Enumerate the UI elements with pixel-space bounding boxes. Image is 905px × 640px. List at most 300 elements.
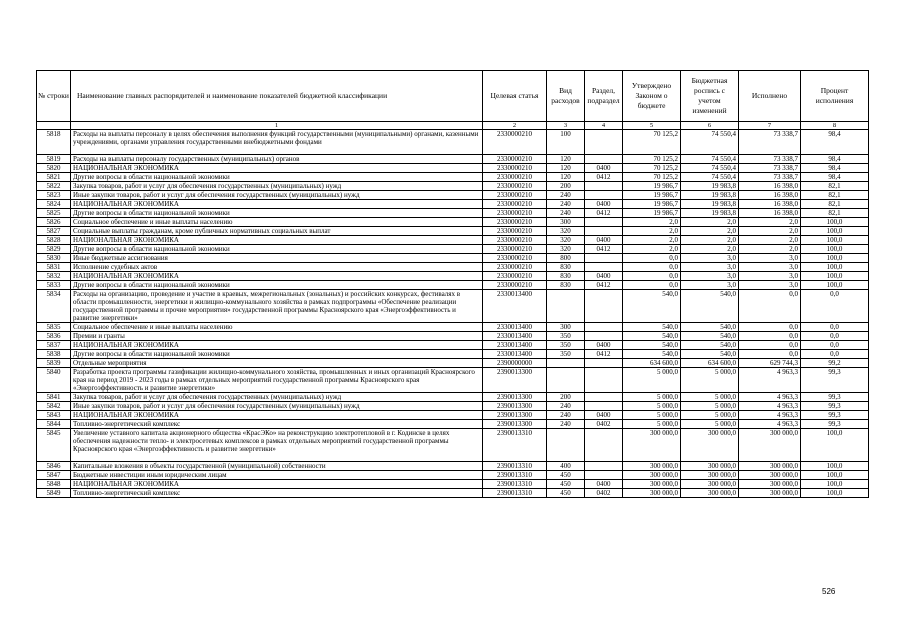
row-expense-type: 400 xyxy=(547,462,585,471)
row-number: 5833 xyxy=(37,281,71,290)
row-target-article: 2390013300 xyxy=(483,420,547,429)
row-percent: 100,0 xyxy=(801,480,869,489)
row-section: 0400 xyxy=(585,341,623,350)
row-name: НАЦИОНАЛЬНАЯ ЭКОНОМИКА xyxy=(71,411,483,420)
table-row xyxy=(37,236,869,245)
row-name: Социальное обеспечение и иные выплаты населению xyxy=(71,218,483,227)
column-number: 3 xyxy=(547,122,585,130)
row-approved: 5 000,0 xyxy=(623,411,681,420)
row-percent: 100,0 xyxy=(801,272,869,281)
row-budget-schedule: 540,0 xyxy=(681,332,739,341)
column-number: 1 xyxy=(71,122,483,130)
row-section xyxy=(585,359,623,368)
row-section: 0412 xyxy=(585,209,623,218)
budget-table-container xyxy=(36,70,868,498)
row-percent: 100,0 xyxy=(801,429,869,462)
row-section xyxy=(585,471,623,480)
table-row xyxy=(37,191,869,200)
row-percent: 99,3 xyxy=(801,402,869,411)
table-row xyxy=(37,200,869,209)
row-executed: 4 963,3 xyxy=(739,393,801,402)
table-row xyxy=(37,368,869,393)
row-approved: 300 000,0 xyxy=(623,471,681,480)
table-row xyxy=(37,393,869,402)
row-approved: 70 125,2 xyxy=(623,130,681,155)
table-row xyxy=(37,359,869,368)
row-number: 5828 xyxy=(37,236,71,245)
row-percent: 0,0 xyxy=(801,323,869,332)
row-target-article: 2390013310 xyxy=(483,462,547,471)
column-number: 8 xyxy=(801,122,869,130)
row-percent: 100,0 xyxy=(801,254,869,263)
row-section: 0400 xyxy=(585,236,623,245)
row-approved: 5 000,0 xyxy=(623,420,681,429)
row-target-article: 2330000210 xyxy=(483,227,547,236)
column-number: 2 xyxy=(483,122,547,130)
row-expense-type: 200 xyxy=(547,393,585,402)
row-approved: 5 000,0 xyxy=(623,368,681,393)
row-executed: 73 338,7 xyxy=(739,130,801,155)
row-target-article: 2390013310 xyxy=(483,480,547,489)
row-name: Исполнение судебных актов xyxy=(71,263,483,272)
row-number: 5847 xyxy=(37,471,71,480)
table-row xyxy=(37,429,869,462)
table-row xyxy=(37,462,869,471)
row-expense-type: 120 xyxy=(547,173,585,182)
row-section xyxy=(585,254,623,263)
row-number: 5829 xyxy=(37,245,71,254)
row-executed: 2,0 xyxy=(739,218,801,227)
row-budget-schedule: 634 600,0 xyxy=(681,359,739,368)
row-executed: 73 338,7 xyxy=(739,164,801,173)
row-percent: 99,2 xyxy=(801,359,869,368)
row-budget-schedule: 19 983,8 xyxy=(681,191,739,200)
row-budget-schedule: 300 000,0 xyxy=(681,429,739,462)
row-percent: 0,0 xyxy=(801,290,869,323)
row-section xyxy=(585,323,623,332)
row-target-article: 2330000210 xyxy=(483,272,547,281)
row-section: 0412 xyxy=(585,245,623,254)
row-expense-type: 320 xyxy=(547,227,585,236)
row-name: НАЦИОНАЛЬНАЯ ЭКОНОМИКА xyxy=(71,236,483,245)
row-number: 5849 xyxy=(37,489,71,498)
row-executed: 16 398,0 xyxy=(739,200,801,209)
row-name: Бюджетные инвестиции иным юридическим лицам xyxy=(71,471,483,480)
row-section xyxy=(585,402,623,411)
row-target-article: 2330000210 xyxy=(483,191,547,200)
row-budget-schedule: 2,0 xyxy=(681,236,739,245)
header-budget-schedule: Бюджетная роспись с учетом изменений xyxy=(681,71,739,122)
row-target-article: 2390013300 xyxy=(483,402,547,411)
row-expense-type xyxy=(547,290,585,323)
row-percent: 100,0 xyxy=(801,281,869,290)
row-section xyxy=(585,290,623,323)
table-row xyxy=(37,272,869,281)
table-header-row xyxy=(37,71,869,122)
row-budget-schedule: 5 000,0 xyxy=(681,411,739,420)
row-name: НАЦИОНАЛЬНАЯ ЭКОНОМИКА xyxy=(71,200,483,209)
row-section: 0412 xyxy=(585,350,623,359)
row-expense-type: 450 xyxy=(547,471,585,480)
row-executed: 4 963,3 xyxy=(739,368,801,393)
row-budget-schedule: 300 000,0 xyxy=(681,489,739,498)
row-approved: 5 000,0 xyxy=(623,393,681,402)
row-number: 5844 xyxy=(37,420,71,429)
row-approved: 300 000,0 xyxy=(623,462,681,471)
row-section xyxy=(585,462,623,471)
row-budget-schedule: 5 000,0 xyxy=(681,368,739,393)
row-percent: 100,0 xyxy=(801,471,869,480)
row-name: Другие вопросы в области национальной экономики xyxy=(71,281,483,290)
row-approved: 540,0 xyxy=(623,341,681,350)
budget-execution-table xyxy=(36,70,869,498)
row-target-article: 2330000210 xyxy=(483,281,547,290)
row-expense-type: 240 xyxy=(547,200,585,209)
row-percent: 100,0 xyxy=(801,263,869,272)
table-row xyxy=(37,130,869,155)
row-target-article: 2330013400 xyxy=(483,332,547,341)
row-expense-type: 100 xyxy=(547,130,585,155)
row-expense-type: 120 xyxy=(547,164,585,173)
row-number: 5820 xyxy=(37,164,71,173)
column-number-row xyxy=(37,122,869,130)
row-executed: 3,0 xyxy=(739,281,801,290)
row-number: 5824 xyxy=(37,200,71,209)
row-executed: 2,0 xyxy=(739,236,801,245)
row-approved: 300 000,0 xyxy=(623,489,681,498)
table-row xyxy=(37,341,869,350)
page-number: 526 xyxy=(822,587,836,596)
row-executed: 73 338,7 xyxy=(739,155,801,164)
row-executed: 3,0 xyxy=(739,272,801,281)
row-budget-schedule: 2,0 xyxy=(681,227,739,236)
row-percent: 100,0 xyxy=(801,227,869,236)
row-budget-schedule: 19 983,8 xyxy=(681,200,739,209)
row-expense-type: 200 xyxy=(547,182,585,191)
row-budget-schedule: 74 550,4 xyxy=(681,164,739,173)
table-row xyxy=(37,290,869,323)
row-approved: 70 125,2 xyxy=(623,155,681,164)
row-percent: 100,0 xyxy=(801,245,869,254)
row-expense-type: 350 xyxy=(547,350,585,359)
header-executed: Исполнено xyxy=(739,71,801,122)
row-percent: 99,3 xyxy=(801,368,869,393)
table-row xyxy=(37,350,869,359)
row-number: 5825 xyxy=(37,209,71,218)
row-section xyxy=(585,182,623,191)
row-executed: 300 000,0 xyxy=(739,462,801,471)
row-name: Закупка товаров, работ и услуг для обеспечения государственных (муниципальных) нужд xyxy=(71,393,483,402)
row-expense-type: 450 xyxy=(547,489,585,498)
row-target-article: 2330000210 xyxy=(483,236,547,245)
row-executed: 4 963,3 xyxy=(739,411,801,420)
row-number: 5837 xyxy=(37,341,71,350)
table-row xyxy=(37,471,869,480)
row-percent: 82,1 xyxy=(801,182,869,191)
row-number: 5823 xyxy=(37,191,71,200)
row-executed: 300 000,0 xyxy=(739,429,801,462)
column-number: 7 xyxy=(739,122,801,130)
table-row xyxy=(37,489,869,498)
row-executed: 16 398,0 xyxy=(739,191,801,200)
row-target-article: 2330013400 xyxy=(483,350,547,359)
row-section xyxy=(585,393,623,402)
row-percent: 82,1 xyxy=(801,209,869,218)
row-approved: 300 000,0 xyxy=(623,429,681,462)
column-number xyxy=(37,122,71,130)
row-name: Другие вопросы в области национальной экономики xyxy=(71,350,483,359)
row-percent: 82,1 xyxy=(801,200,869,209)
row-executed: 0,0 xyxy=(739,341,801,350)
row-approved: 2,0 xyxy=(623,227,681,236)
row-approved: 300 000,0 xyxy=(623,480,681,489)
table-row xyxy=(37,182,869,191)
table-row xyxy=(37,209,869,218)
header-name: Наименование главных распорядителей и наименование показателей бюджетной классификации xyxy=(71,71,483,122)
row-approved: 0,0 xyxy=(623,272,681,281)
table-row xyxy=(37,480,869,489)
row-expense-type: 120 xyxy=(547,155,585,164)
row-section: 0400 xyxy=(585,480,623,489)
row-budget-schedule: 540,0 xyxy=(681,290,739,323)
row-target-article: 2330000210 xyxy=(483,254,547,263)
row-percent: 0,0 xyxy=(801,350,869,359)
row-budget-schedule: 19 983,8 xyxy=(681,209,739,218)
row-executed: 4 963,3 xyxy=(739,402,801,411)
row-budget-schedule: 5 000,0 xyxy=(681,420,739,429)
row-name: Расходы на выплаты персоналу государственных (муниципальных) органов xyxy=(71,155,483,164)
row-section xyxy=(585,155,623,164)
row-number: 5827 xyxy=(37,227,71,236)
row-target-article: 2330000210 xyxy=(483,182,547,191)
row-number: 5839 xyxy=(37,359,71,368)
row-approved: 19 986,7 xyxy=(623,191,681,200)
table-row xyxy=(37,402,869,411)
row-section: 0400 xyxy=(585,200,623,209)
row-name: Топливно-энергетический комплекс xyxy=(71,420,483,429)
row-budget-schedule: 300 000,0 xyxy=(681,471,739,480)
row-number: 5821 xyxy=(37,173,71,182)
row-budget-schedule: 540,0 xyxy=(681,341,739,350)
row-percent: 98,4 xyxy=(801,173,869,182)
row-section xyxy=(585,130,623,155)
table-row xyxy=(37,227,869,236)
row-expense-type: 450 xyxy=(547,480,585,489)
row-expense-type: 240 xyxy=(547,191,585,200)
row-expense-type: 320 xyxy=(547,236,585,245)
row-name: Социальные выплаты гражданам, кроме публичных нормативных социальных выплат xyxy=(71,227,483,236)
row-target-article: 2390013310 xyxy=(483,471,547,480)
row-approved: 540,0 xyxy=(623,332,681,341)
row-number: 5846 xyxy=(37,462,71,471)
row-expense-type xyxy=(547,359,585,368)
row-number: 5843 xyxy=(37,411,71,420)
row-number: 5819 xyxy=(37,155,71,164)
row-executed: 0,0 xyxy=(739,323,801,332)
row-section: 0400 xyxy=(585,272,623,281)
row-percent: 0,0 xyxy=(801,341,869,350)
table-row xyxy=(37,411,869,420)
row-name: Закупка товаров, работ и услуг для обеспечения государственных (муниципальных) нужд xyxy=(71,182,483,191)
row-budget-schedule: 300 000,0 xyxy=(681,462,739,471)
row-percent: 82,1 xyxy=(801,191,869,200)
row-section xyxy=(585,263,623,272)
row-executed: 4 963,3 xyxy=(739,420,801,429)
row-expense-type: 240 xyxy=(547,420,585,429)
row-budget-schedule: 5 000,0 xyxy=(681,402,739,411)
row-name: НАЦИОНАЛЬНАЯ ЭКОНОМИКА xyxy=(71,341,483,350)
row-executed: 300 000,0 xyxy=(739,489,801,498)
row-number: 5830 xyxy=(37,254,71,263)
row-percent: 99,3 xyxy=(801,393,869,402)
row-expense-type: 300 xyxy=(547,323,585,332)
table-row xyxy=(37,245,869,254)
row-name: Топливно-энергетический комплекс xyxy=(71,489,483,498)
row-target-article: 2330000210 xyxy=(483,245,547,254)
row-approved: 19 986,7 xyxy=(623,209,681,218)
row-target-article: 2330000210 xyxy=(483,263,547,272)
row-approved: 0,0 xyxy=(623,263,681,272)
column-number: 5 xyxy=(623,122,681,130)
table-row xyxy=(37,281,869,290)
row-target-article: 2390013310 xyxy=(483,429,547,462)
row-budget-schedule: 3,0 xyxy=(681,272,739,281)
row-number: 5826 xyxy=(37,218,71,227)
row-section xyxy=(585,368,623,393)
row-percent: 0,0 xyxy=(801,332,869,341)
header-percent: Процент исполнения xyxy=(801,71,869,122)
row-executed: 3,0 xyxy=(739,263,801,272)
row-target-article: 2330013400 xyxy=(483,290,547,323)
row-target-article: 2330000210 xyxy=(483,164,547,173)
row-name: Капитальные вложения в объекты государственной (муниципальной) собственности xyxy=(71,462,483,471)
row-approved: 2,0 xyxy=(623,236,681,245)
row-budget-schedule: 540,0 xyxy=(681,350,739,359)
row-approved: 540,0 xyxy=(623,290,681,323)
row-name: Премии и гранты xyxy=(71,332,483,341)
row-name: НАЦИОНАЛЬНАЯ ЭКОНОМИКА xyxy=(71,480,483,489)
row-executed: 2,0 xyxy=(739,227,801,236)
row-name: НАЦИОНАЛЬНАЯ ЭКОНОМИКА xyxy=(71,272,483,281)
row-target-article: 2330000210 xyxy=(483,218,547,227)
row-budget-schedule: 74 550,4 xyxy=(681,173,739,182)
row-budget-schedule: 5 000,0 xyxy=(681,393,739,402)
header-type: Вид расходов xyxy=(547,71,585,122)
row-executed: 16 398,0 xyxy=(739,209,801,218)
row-number: 5842 xyxy=(37,402,71,411)
row-target-article: 2330000210 xyxy=(483,173,547,182)
row-expense-type: 830 xyxy=(547,281,585,290)
row-target-article: 2390000000 xyxy=(483,359,547,368)
row-name: Отдельные мероприятия xyxy=(71,359,483,368)
row-expense-type: 800 xyxy=(547,254,585,263)
row-target-article: 2390013300 xyxy=(483,411,547,420)
row-section xyxy=(585,227,623,236)
column-number: 6 xyxy=(681,122,739,130)
row-expense-type: 830 xyxy=(547,263,585,272)
row-budget-schedule: 74 550,4 xyxy=(681,155,739,164)
row-expense-type: 240 xyxy=(547,209,585,218)
row-name: НАЦИОНАЛЬНАЯ ЭКОНОМИКА xyxy=(71,164,483,173)
row-executed: 300 000,0 xyxy=(739,480,801,489)
table-row xyxy=(37,332,869,341)
row-percent: 100,0 xyxy=(801,236,869,245)
row-section xyxy=(585,429,623,462)
row-approved: 70 125,2 xyxy=(623,164,681,173)
row-executed: 16 398,0 xyxy=(739,182,801,191)
row-budget-schedule: 2,0 xyxy=(681,218,739,227)
header-approved: Утверждено Законом о бюджете xyxy=(623,71,681,122)
row-section: 0412 xyxy=(585,173,623,182)
row-number: 5818 xyxy=(37,130,71,155)
row-target-article: 2390013310 xyxy=(483,489,547,498)
row-section xyxy=(585,191,623,200)
row-executed: 2,0 xyxy=(739,245,801,254)
row-section: 0402 xyxy=(585,489,623,498)
row-approved: 0,0 xyxy=(623,281,681,290)
row-approved: 2,0 xyxy=(623,245,681,254)
row-section: 0400 xyxy=(585,164,623,173)
row-percent: 100,0 xyxy=(801,462,869,471)
row-executed: 73 338,7 xyxy=(739,173,801,182)
table-row xyxy=(37,263,869,272)
row-budget-schedule: 300 000,0 xyxy=(681,480,739,489)
table-row xyxy=(37,164,869,173)
row-section xyxy=(585,332,623,341)
header-target: Целевая статья xyxy=(483,71,547,122)
row-approved: 19 986,7 xyxy=(623,200,681,209)
table-row xyxy=(37,420,869,429)
row-approved: 634 600,0 xyxy=(623,359,681,368)
row-name: Расходы на выплаты персоналу в целях обеспечения выполнения функций государственными (муниципальными) органами, казенными учреждениями, органами управления государственными внебюджетными фондами xyxy=(71,130,483,155)
row-number: 5840 xyxy=(37,368,71,393)
row-section xyxy=(585,218,623,227)
row-target-article: 2390013300 xyxy=(483,368,547,393)
row-budget-schedule: 3,0 xyxy=(681,263,739,272)
row-number: 5836 xyxy=(37,332,71,341)
row-number: 5848 xyxy=(37,480,71,489)
row-number: 5838 xyxy=(37,350,71,359)
row-target-article: 2330000210 xyxy=(483,130,547,155)
row-percent: 100,0 xyxy=(801,218,869,227)
row-approved: 0,0 xyxy=(623,254,681,263)
row-section: 0412 xyxy=(585,281,623,290)
row-expense-type xyxy=(547,368,585,393)
table-row xyxy=(37,173,869,182)
row-approved: 70 125,2 xyxy=(623,173,681,182)
row-expense-type: 350 xyxy=(547,332,585,341)
table-row xyxy=(37,323,869,332)
row-name: Иные бюджетные ассигнования xyxy=(71,254,483,263)
row-number: 5845 xyxy=(37,429,71,462)
row-executed: 3,0 xyxy=(739,254,801,263)
row-expense-type: 350 xyxy=(547,341,585,350)
header-rownum: № строки xyxy=(37,71,71,122)
row-number: 5832 xyxy=(37,272,71,281)
row-percent: 98,4 xyxy=(801,130,869,155)
row-executed: 0,0 xyxy=(739,350,801,359)
row-budget-schedule: 3,0 xyxy=(681,281,739,290)
row-expense-type: 240 xyxy=(547,411,585,420)
row-expense-type: 300 xyxy=(547,218,585,227)
row-target-article: 2330000210 xyxy=(483,209,547,218)
row-section: 0402 xyxy=(585,420,623,429)
row-expense-type xyxy=(547,429,585,462)
row-name: Расходы на организацию, проведение и участие в краевых, межрегиональных (зональных) и российских конкурсах, фестивалях в области промышленности, энергетики и жилищно-коммунального хозяйства в рамках подпрограммы «Обеспечение реализации государственной программы и прочие мероприятия» государственной программы Красноярского края «Энергоэффективность и развитие энергетики» xyxy=(71,290,483,323)
row-approved: 5 000,0 xyxy=(623,402,681,411)
row-budget-schedule: 74 550,4 xyxy=(681,130,739,155)
row-executed: 629 744,3 xyxy=(739,359,801,368)
